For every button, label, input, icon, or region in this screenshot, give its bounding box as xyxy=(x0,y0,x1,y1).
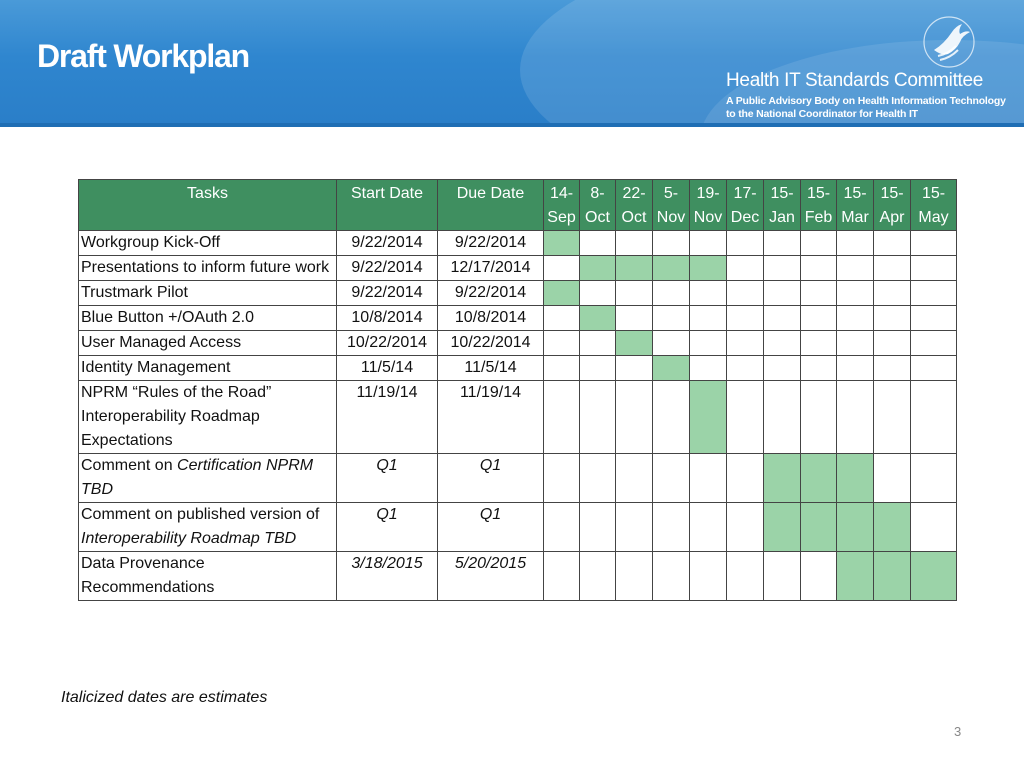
timeline-cell xyxy=(874,281,911,306)
table-row xyxy=(79,231,957,256)
timeline-cell-active xyxy=(764,503,801,552)
timeline-cell-active xyxy=(544,281,580,306)
period-day: 5- xyxy=(663,185,679,202)
timeline-cell xyxy=(653,306,690,331)
period-month: Nov xyxy=(656,209,686,226)
table-row xyxy=(79,306,957,331)
task-text: Certification NPRM TBD xyxy=(81,457,314,498)
timeline-cell xyxy=(727,356,764,381)
timeline-cell xyxy=(580,281,616,306)
table-row xyxy=(79,281,957,306)
timeline-cell xyxy=(653,231,690,256)
timeline-cell-active xyxy=(801,503,837,552)
timeline-cell xyxy=(544,356,580,381)
task-name xyxy=(79,454,337,503)
timeline-cell xyxy=(911,256,957,281)
timeline-cell-active xyxy=(690,256,727,281)
task-text: Data Provenance Recommendations xyxy=(81,555,215,596)
period-month: Oct xyxy=(621,209,647,226)
timeline-cell xyxy=(616,281,653,306)
timeline-cell xyxy=(764,552,801,601)
timeline-cell xyxy=(690,503,727,552)
timeline-cell-active xyxy=(911,552,957,601)
period-day: 15- xyxy=(843,185,867,202)
org-subtitle xyxy=(726,95,1006,121)
table-row xyxy=(79,381,957,454)
table-body xyxy=(79,231,957,601)
page-number: 3 xyxy=(954,724,962,739)
timeline-cell xyxy=(874,231,911,256)
period-day: 15- xyxy=(921,185,946,202)
table-row xyxy=(79,454,957,503)
timeline-cell xyxy=(616,552,653,601)
timeline-cell xyxy=(653,552,690,601)
due-date: 9/22/2014 xyxy=(438,281,544,306)
timeline-cell xyxy=(616,306,653,331)
timeline-cell-active xyxy=(874,503,911,552)
start-date: 3/18/2015 xyxy=(337,552,438,601)
timeline-cell-active xyxy=(837,552,874,601)
task-text: Presentations to inform future work xyxy=(81,259,330,276)
period-month: Apr xyxy=(879,209,905,226)
timeline-cell xyxy=(801,552,837,601)
period-day: 8- xyxy=(590,185,605,202)
timeline-cell xyxy=(874,256,911,281)
timeline-cell xyxy=(801,256,837,281)
task-text: Identity Management xyxy=(81,359,231,376)
task-name xyxy=(79,331,337,356)
task-name xyxy=(79,306,337,331)
timeline-cell xyxy=(727,281,764,306)
period-day: 15- xyxy=(880,185,904,202)
timeline-cell xyxy=(653,281,690,306)
column-header-due-date: Due Date xyxy=(438,180,544,231)
timeline-cell xyxy=(653,381,690,454)
org-block xyxy=(726,70,1006,121)
due-date: Q1 xyxy=(438,454,544,503)
org-subtitle-line: to the National Coordinator for Health IT xyxy=(726,108,918,120)
task-text: Comment on published version of xyxy=(81,506,320,523)
due-date: 12/17/2014 xyxy=(438,256,544,281)
column-header-period xyxy=(580,180,616,231)
start-date: 10/8/2014 xyxy=(337,306,438,331)
period-day: 22- xyxy=(622,185,646,202)
timeline-cell-active xyxy=(580,306,616,331)
timeline-cell xyxy=(544,381,580,454)
task-text: Interoperability Roadmap TBD xyxy=(81,530,297,547)
timeline-cell xyxy=(544,503,580,552)
start-date: Q1 xyxy=(337,503,438,552)
timeline-cell xyxy=(690,454,727,503)
start-date: 11/19/14 xyxy=(337,381,438,454)
task-name xyxy=(79,281,337,306)
timeline-cell xyxy=(544,256,580,281)
period-month: Jan xyxy=(769,209,795,226)
timeline-cell xyxy=(580,503,616,552)
banner-divider xyxy=(0,123,1024,127)
start-date: 9/22/2014 xyxy=(337,256,438,281)
period-day: 15- xyxy=(806,185,831,202)
column-header-period xyxy=(837,180,874,231)
timeline-cell xyxy=(690,331,727,356)
timeline-cell xyxy=(837,256,874,281)
task-name xyxy=(79,256,337,281)
timeline-cell xyxy=(874,381,911,454)
timeline-cell xyxy=(764,331,801,356)
table-header-row xyxy=(79,180,957,231)
timeline-cell xyxy=(837,281,874,306)
footnote: Italicized dates are estimates xyxy=(61,689,268,706)
timeline-cell xyxy=(764,256,801,281)
timeline-cell xyxy=(690,552,727,601)
column-header-period xyxy=(616,180,653,231)
timeline-cell xyxy=(801,281,837,306)
timeline-cell xyxy=(911,306,957,331)
start-date: 9/22/2014 xyxy=(337,281,438,306)
timeline-cell xyxy=(911,231,957,256)
timeline-cell xyxy=(911,381,957,454)
timeline-cell xyxy=(616,454,653,503)
timeline-cell xyxy=(690,306,727,331)
start-date: 10/22/2014 xyxy=(337,331,438,356)
timeline-cell xyxy=(580,356,616,381)
timeline-cell xyxy=(727,231,764,256)
timeline-cell xyxy=(837,306,874,331)
table-row xyxy=(79,331,957,356)
timeline-cell xyxy=(727,331,764,356)
timeline-cell-active xyxy=(616,331,653,356)
timeline-cell xyxy=(653,454,690,503)
task-text: NPRM “Rules of the Road” Interoperability Roadmap Expectations xyxy=(81,384,272,449)
timeline-cell xyxy=(616,381,653,454)
timeline-cell-active xyxy=(764,454,801,503)
timeline-cell xyxy=(727,503,764,552)
timeline-cell xyxy=(544,306,580,331)
period-day: 14- xyxy=(549,185,574,202)
task-name xyxy=(79,231,337,256)
timeline-cell xyxy=(616,503,653,552)
timeline-cell xyxy=(837,381,874,454)
table-row xyxy=(79,356,957,381)
timeline-cell xyxy=(801,231,837,256)
due-date: 9/22/2014 xyxy=(438,231,544,256)
due-date: Q1 xyxy=(438,503,544,552)
period-day: 19- xyxy=(696,185,720,202)
timeline-cell xyxy=(690,231,727,256)
timeline-cell xyxy=(727,256,764,281)
timeline-cell xyxy=(727,454,764,503)
task-name xyxy=(79,356,337,381)
timeline-cell xyxy=(653,503,690,552)
timeline-cell xyxy=(727,381,764,454)
timeline-cell xyxy=(801,356,837,381)
timeline-cell xyxy=(911,356,957,381)
due-date: 5/20/2015 xyxy=(438,552,544,601)
column-header-start-date: Start Date xyxy=(337,180,438,231)
start-date: 9/22/2014 xyxy=(337,231,438,256)
due-date: 10/22/2014 xyxy=(438,331,544,356)
timeline-cell xyxy=(580,454,616,503)
table-row xyxy=(79,503,957,552)
timeline-cell xyxy=(874,331,911,356)
column-header-tasks: Tasks xyxy=(79,180,337,231)
timeline-cell xyxy=(837,331,874,356)
timeline-cell xyxy=(580,331,616,356)
table-row xyxy=(79,552,957,601)
task-text: User Managed Access xyxy=(81,334,242,351)
table-row xyxy=(79,256,957,281)
task-text: Comment on xyxy=(81,457,178,474)
period-month: Sep xyxy=(547,209,576,226)
column-header-period xyxy=(727,180,764,231)
period-month: Feb xyxy=(804,209,833,226)
timeline-cell xyxy=(764,281,801,306)
org-subtitle-line: A Public Advisory Body on Health Information Technology xyxy=(726,95,1006,107)
timeline-cell xyxy=(801,306,837,331)
timeline-cell xyxy=(580,552,616,601)
column-header-period xyxy=(911,180,957,231)
period-day: 15- xyxy=(770,185,794,202)
timeline-cell xyxy=(544,552,580,601)
task-text: Blue Button +/OAuth 2.0 xyxy=(81,309,255,326)
period-day: 17- xyxy=(733,185,757,202)
timeline-cell xyxy=(727,306,764,331)
timeline-cell xyxy=(874,306,911,331)
hhs-eagle-icon xyxy=(922,14,980,70)
due-date: 11/5/14 xyxy=(438,356,544,381)
timeline-cell xyxy=(764,306,801,331)
task-text: Trustmark Pilot xyxy=(81,284,188,301)
timeline-cell xyxy=(580,231,616,256)
timeline-cell xyxy=(764,356,801,381)
timeline-cell xyxy=(544,331,580,356)
column-header-period xyxy=(801,180,837,231)
timeline-cell xyxy=(544,454,580,503)
timeline-cell-active xyxy=(544,231,580,256)
timeline-cell xyxy=(874,454,911,503)
timeline-cell xyxy=(837,231,874,256)
timeline-cell xyxy=(690,281,727,306)
timeline-cell xyxy=(616,231,653,256)
timeline-cell xyxy=(911,331,957,356)
start-date: 11/5/14 xyxy=(337,356,438,381)
period-month: May xyxy=(918,209,949,226)
period-month: Dec xyxy=(730,209,760,226)
timeline-cell-active xyxy=(874,552,911,601)
timeline-cell-active xyxy=(616,256,653,281)
column-header-period xyxy=(874,180,911,231)
timeline-cell xyxy=(874,356,911,381)
timeline-cell xyxy=(911,281,957,306)
timeline-cell xyxy=(911,454,957,503)
period-month: Nov xyxy=(693,209,723,226)
column-header-period xyxy=(764,180,801,231)
task-name xyxy=(79,503,337,552)
column-header-period xyxy=(653,180,690,231)
org-name: Health IT Standards Committee xyxy=(726,70,984,91)
period-month: Mar xyxy=(841,209,869,226)
timeline-cell xyxy=(653,331,690,356)
timeline-cell xyxy=(690,356,727,381)
timeline-cell-active xyxy=(690,381,727,454)
task-name xyxy=(79,552,337,601)
workplan-table xyxy=(78,179,957,601)
due-date: 10/8/2014 xyxy=(438,306,544,331)
column-header-period xyxy=(690,180,727,231)
period-month: Oct xyxy=(585,209,610,226)
timeline-cell xyxy=(837,356,874,381)
page-title: Draft Workplan xyxy=(37,38,249,74)
timeline-cell-active xyxy=(653,256,690,281)
timeline-cell xyxy=(801,331,837,356)
timeline-cell xyxy=(764,231,801,256)
timeline-cell xyxy=(616,356,653,381)
column-header-period xyxy=(544,180,580,231)
timeline-cell xyxy=(580,381,616,454)
task-name xyxy=(79,381,337,454)
timeline-cell-active xyxy=(653,356,690,381)
timeline-cell xyxy=(764,381,801,454)
timeline-cell-active xyxy=(837,503,874,552)
timeline-cell-active xyxy=(801,454,837,503)
start-date: Q1 xyxy=(337,454,438,503)
timeline-cell xyxy=(801,381,837,454)
task-text: Workgroup Kick-Off xyxy=(81,234,221,251)
timeline-cell xyxy=(911,503,957,552)
timeline-cell-active xyxy=(580,256,616,281)
timeline-cell xyxy=(727,552,764,601)
timeline-cell-active xyxy=(837,454,874,503)
due-date: 11/19/14 xyxy=(438,381,544,454)
